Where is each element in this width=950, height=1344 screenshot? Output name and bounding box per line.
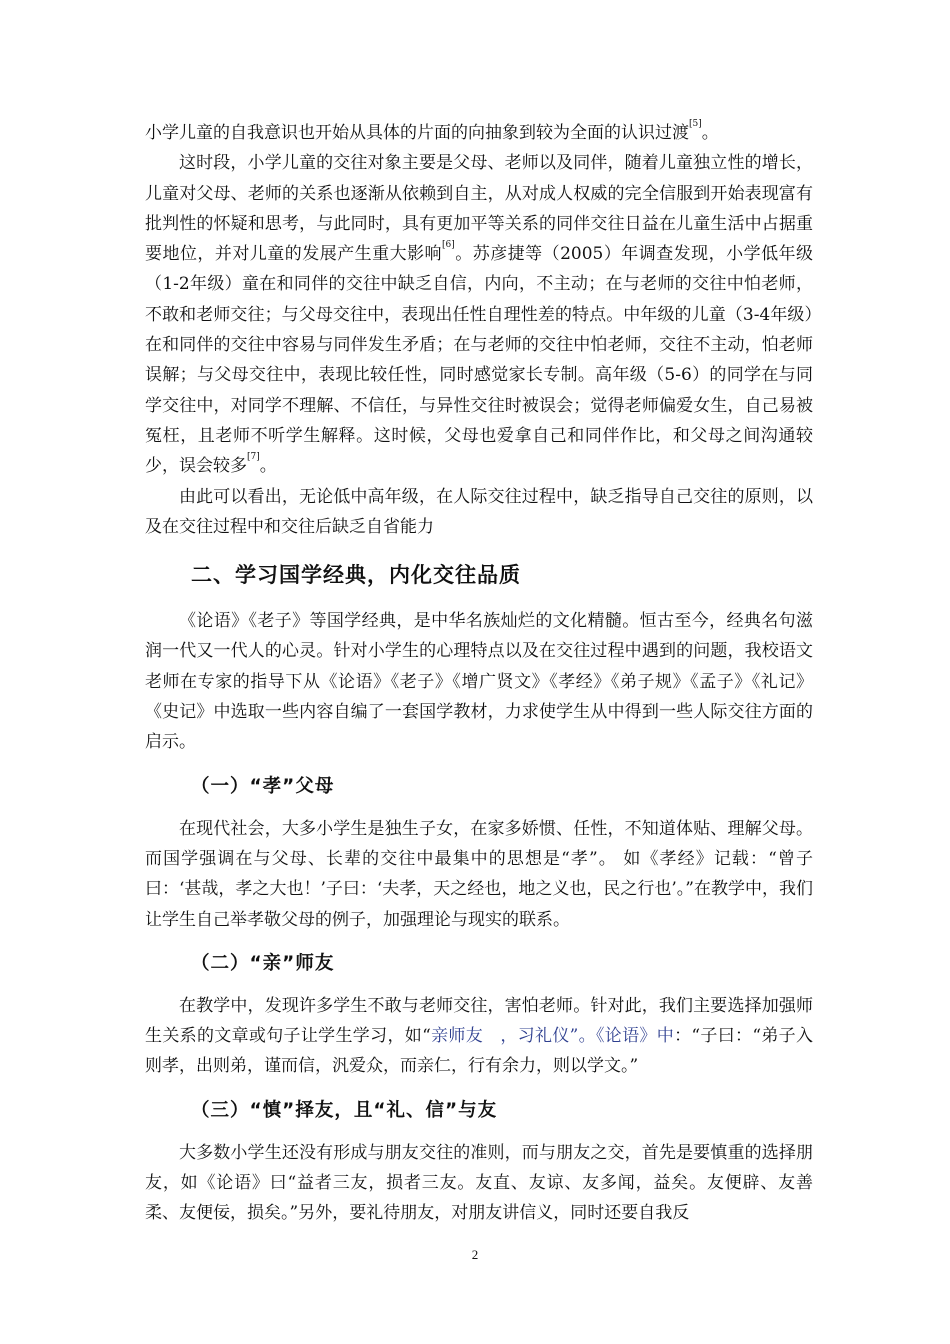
paragraph-text: 。 bbox=[701, 123, 719, 143]
paragraph-text: 。 bbox=[259, 456, 277, 477]
paragraph-text: 在教学中，发现许多学生不敢与老师交往，害怕老师。针对此，我们主要选择加强师生关系的文章或句子让学生学习，如“ bbox=[145, 995, 813, 1047]
paragraph-filial-piety: 在现代社会，大多小学生是独生子女，在家多娇惯、任性，不知道体贴、理解父母。而国学强调在与父母、长辈的交往中最集中的思想是“孝”。 如《孝经》记载：“曾子曰：‘甚哉，孝之大也！’子曰：‘夫孝，天之经也，地之义也，民之行也’。”在教学中，我们让学生自己举孝敬父母的例子，加强理论与现实的联系。 bbox=[145, 818, 813, 930]
subheading-choosing-friends: （三）“慎”择友，且“礼、信”与友 bbox=[191, 1099, 498, 1121]
section-heading-classics: 二、学习国学经典，内化交往品质 bbox=[191, 563, 521, 588]
paragraph-text: 。苏彦捷等（2005）年调查发现，小学低年级（1-2年级）童在和同伴的交往中缺乏自信，内向，不主动；在与老师的交往中怕老师，不敢和老师交往；与父母交往中，表现出任性自理性差的特点。中年级的儿童（3-4年级）在和同伴的交往中容易与同伴发生矛盾；在与老师的交往中怕老师，交往不主动，怕老师误解；与父母交往中，表现比较任性，同时感觉家长专制。高年级（5-6）的同学在与同学交往中，对同学不理解、不信任，与异性交往时被误会；觉得老师偏爱女生，自己易被冤枉，且老师不听学生解释。这时候，父母也爱拿自己和同伴作比，和父母之间沟通较少，误会较多 bbox=[145, 244, 814, 477]
paragraph-friends: 大多数小学生还没有形成与朋友交往的准则，而与朋友之交，首先是要慎重的选择朋友，如《论语》曰“益者三友，损者三友。友直、友谅、友多闻，益矣。友便辟、友善柔、友便佞，损矣。”另外，要礼待朋友，对朋友讲信义，同时还要自我反 bbox=[145, 1142, 813, 1224]
citation-ref: [5] bbox=[689, 119, 702, 129]
page-number: 2 bbox=[471, 1247, 479, 1262]
paragraph-text: ：“子曰：“弟子入则孝，出则弟，谨而信，汎爱众，而亲仁，行有余力，则以学文。” bbox=[145, 1026, 813, 1077]
citation-ref: [6] bbox=[442, 240, 455, 251]
paragraph-peer-relations bbox=[145, 148, 813, 481]
subheading-teachers-friends: （二）“亲”师友 bbox=[191, 952, 335, 974]
paragraph-text: 小学儿童的自我意识也开始从具体的片面的向抽象到较为全面的认识过渡 bbox=[145, 123, 689, 143]
document-page bbox=[145, 118, 813, 1229]
paragraph-self-awareness bbox=[145, 118, 813, 148]
paragraph-conclusion: 由此可以看出，无论低中高年级，在人际交往过程中，缺乏指导自己交往的原则，以及在交往过程中和交往后缺乏自省能力 bbox=[145, 486, 813, 537]
subheading-filial-piety: （一）“孝”父母 bbox=[191, 775, 335, 797]
paragraph-text: 这时段，小学儿童的交往对象主要是父母、老师以及同伴，随着儿童独立性的增长，儿童对父母、老师的关系也逐渐从依赖到自主，从对成人权威的完全信服到开始表现富有批判性的怀疑和思考，与此同时，具有更加平等关系的同伴交往日益在儿童生活中占据重要地位，并对儿童的发展产生重大影响 bbox=[145, 153, 813, 265]
paragraph-teachers bbox=[145, 991, 813, 1082]
paragraph-classics-intro: 《论语》《老子》等国学经典，是中华名族灿烂的文化精髓。恒古至今，经典名句滋润一代又一代人的心灵。针对小学生的心理特点以及在交往过程中遇到的问题，我校语文老师在专家的指导下从《论语》《老子》《增广贤文》《孝经》《弟子规》《孟子》《礼记》《史记》中选取一些内容自编了一套国学教材，力求使学生从中得到一些人际交往方面的启示。 bbox=[145, 611, 813, 753]
citation-ref: [7] bbox=[247, 452, 260, 463]
highlighted-text: 亲师友 ，习礼仪”。《论语》中 bbox=[430, 1026, 675, 1047]
